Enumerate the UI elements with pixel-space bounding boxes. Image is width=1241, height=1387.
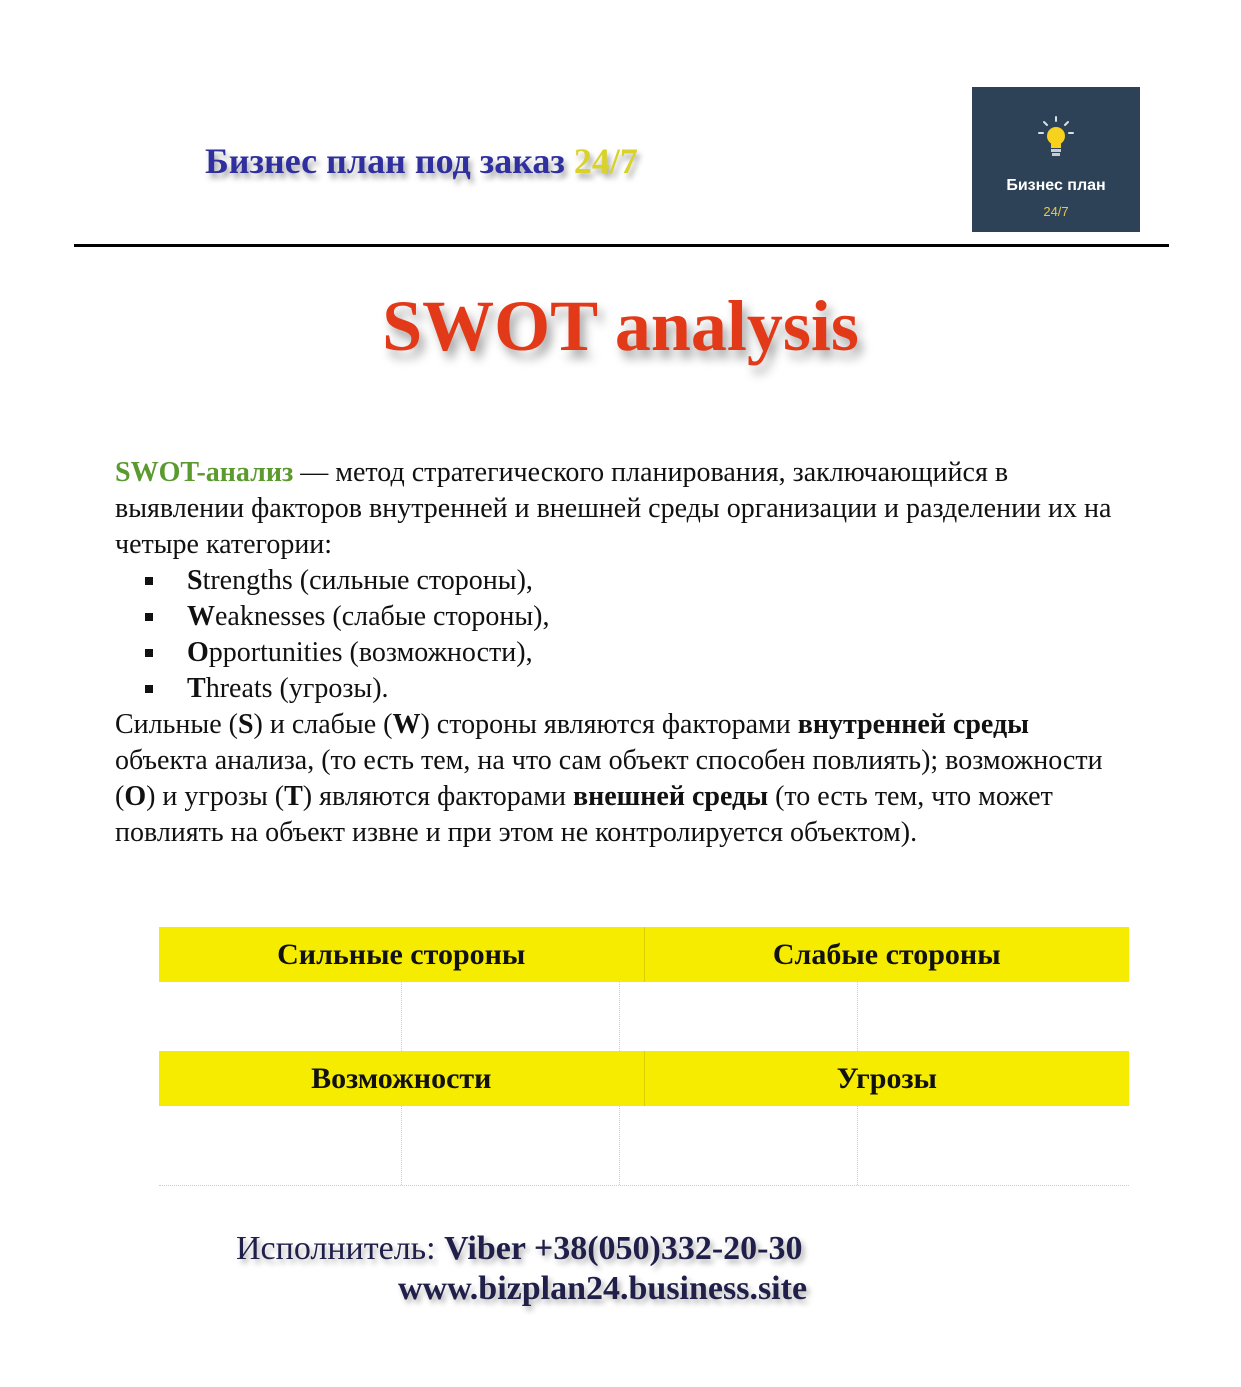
internal-environment: внутренней среды [797,709,1029,740]
page-title: SWOT analysis [382,286,859,366]
list-item [115,671,1125,707]
table-cell[interactable] [857,982,1129,1051]
table-header-row [159,1051,1129,1106]
bullet-icon [145,685,153,693]
letter-o: O [124,781,147,812]
category-letter: O [187,637,209,668]
explanation-text: объекта анализа, (то есть тем, на что сам объект способен повлиять); возможности ( [115,745,1103,812]
footer-label: Исполнитель: [236,1230,445,1267]
lightbulb-icon [1038,115,1074,163]
explanation-text: ) стороны являются факторами [420,709,798,740]
list-item [115,563,1125,599]
letter-w: W [392,709,421,740]
swot-table [159,927,1129,1186]
logo-title: Бизнес план [1006,177,1106,194]
table-cell[interactable] [159,1106,401,1185]
category-text: pportunities (возможности), [208,637,533,668]
external-environment: внешней среды [572,781,769,812]
list-item [115,635,1125,671]
explanation-text: Сильные ( [115,709,238,740]
header-divider [74,244,1169,247]
table-cell[interactable] [619,982,857,1051]
header-title-accent: 24/7 [573,141,638,181]
explanation-text: ) и слабые ( [253,709,393,740]
footer-website[interactable]: www.bizplan24.business.site [398,1270,808,1307]
opportunities-header: Возможности [311,1062,492,1095]
category-letter: S [187,565,203,596]
logo-subtitle: 24/7 [1043,204,1069,219]
threats-header: Угрозы [644,1051,1130,1106]
footer-contact [236,1230,803,1268]
footer-phone[interactable]: Viber +38(050)332-20-30 [444,1230,803,1267]
category-letter: T [187,673,206,704]
table-cell[interactable] [857,1106,1129,1185]
explanation-paragraph [115,707,1125,851]
explanation-text: ) и угрозы ( [146,781,285,812]
table-row [159,982,1129,1051]
explanation-text: ) являются факторами [302,781,573,812]
bullet-icon [145,649,153,657]
table-cell[interactable] [619,1106,857,1185]
strengths-header: Сильные стороны [277,938,526,971]
category-letter: W [187,601,215,632]
body-text [115,455,1125,851]
intro-paragraph [115,455,1125,563]
letter-t: T [284,781,303,812]
letter-s: S [237,709,254,740]
header-title-text: Бизнес план под заказ [205,141,565,181]
table-header-row [159,927,1129,982]
category-text: eaknesses (слабые стороны), [215,601,550,632]
logo [972,87,1140,232]
list-item [115,599,1125,635]
category-text: trengths (сильные стороны), [202,565,533,596]
bullet-icon [145,577,153,585]
bullet-icon [145,613,153,621]
table-cell[interactable] [159,982,401,1051]
weaknesses-header: Слабые стороны [644,927,1130,982]
table-row [159,1106,1129,1186]
category-text: hreats (угрозы). [205,673,389,704]
header-title [205,140,638,182]
category-list [115,563,1125,707]
swot-definition: — метод стратегического планирования, заключающийся в выявлении факторов внутренней и внешней среды организации и разделении их на четыре категории: [115,457,1112,560]
table-cell[interactable] [401,1106,620,1185]
table-cell[interactable] [401,982,620,1051]
swot-term: SWOT-анализ [115,457,294,488]
explanation-text: (то есть тем, что может повлиять на объект извне и при этом не контролируется объектом). [115,781,1053,848]
